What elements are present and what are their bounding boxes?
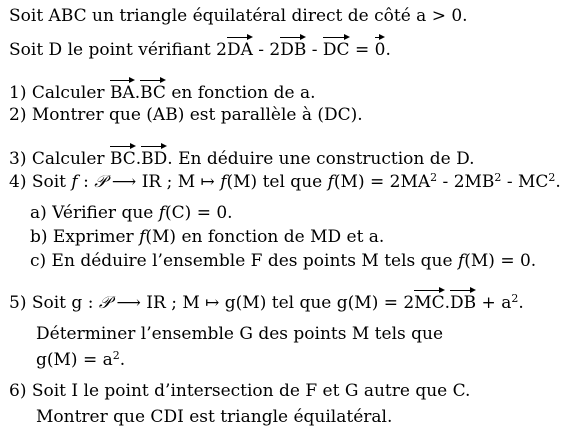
question-4a: a) Vérifier que f(C) = 0. (30, 203, 233, 223)
vector-bc: BC (140, 83, 166, 103)
question-6: 6) Soit I le point d’intersection de F et G autre que C. (9, 381, 471, 401)
vector-db: DB (280, 40, 307, 60)
question-6-task: Montrer que CDI est triangle équilatéral. (36, 407, 393, 427)
vector-db: DB (450, 293, 477, 313)
vector-ba: BA (109, 83, 135, 103)
question-1: 1) Calculer BA.BC en fonction de a. (9, 83, 316, 103)
vector-mc: MC (414, 293, 445, 313)
vector-bc: BC (109, 149, 136, 169)
vector-zero: 0 (374, 40, 386, 60)
vector-bd: BD (141, 149, 168, 169)
question-4c: c) En déduire l’ensemble F des points M tels que f(M) = 0. (30, 251, 537, 271)
vector-da: DA (226, 40, 253, 60)
question-3: 3) Calculer BC.BD. En déduire une construction de D. (9, 149, 475, 169)
vector-dc: DC (322, 40, 350, 60)
question-5-condition: $g(M) = a^2$. (36, 349, 126, 370)
statement-triangle: Soit ABC un triangle équilatéral direct de côté a > 0. (9, 6, 468, 26)
question-4: 4) Soit f : 𝒫 ⟶ IR ; M ↦ f(M) tel que $f(M) = 2MA^2 - 2MB^2 - MC^2$. (9, 171, 561, 192)
statement-point-d: Soit D le point vérifiant 2DA - 2DB - DC = 0. (9, 40, 391, 60)
question-4b: b) Exprimer f(M) en fonction de MD et a. (30, 227, 385, 247)
question-5-task: Déterminer l’ensemble G des points M tels que (36, 324, 444, 344)
question-5: 5) Soit g : 𝒫 ⟶ IR ; M ↦ g(M) tel que $g(M) = 2MC.DB + a^2$. (9, 292, 524, 313)
question-2: 2) Montrer que (AB) est parallèle à (DC). (9, 105, 363, 125)
